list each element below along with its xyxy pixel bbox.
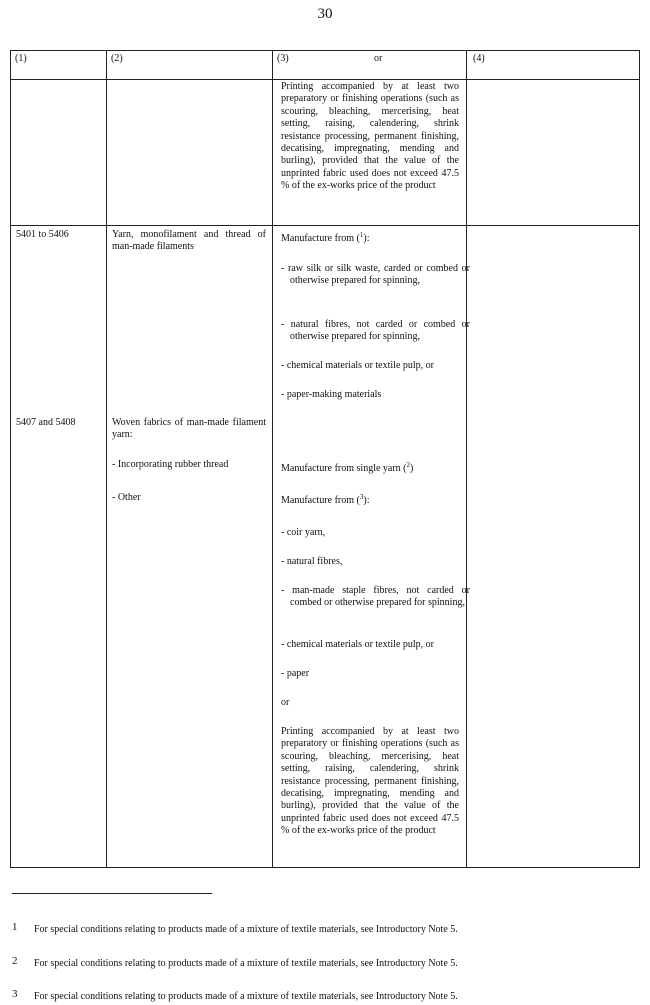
footnote-separator bbox=[12, 893, 212, 894]
footnote bbox=[12, 921, 458, 935]
list-item: - coir yarn, bbox=[281, 527, 326, 538]
list-item: - man-made staple fibres, not carded or combed or otherwise prepared for spinning, bbox=[281, 585, 470, 609]
heading-desc-5401: Yarn, monofilament and thread of man-made filaments bbox=[112, 229, 266, 253]
footnote-ref-2: 2 bbox=[406, 461, 411, 469]
manufacture-prefix: Manufacture from ( bbox=[281, 495, 360, 506]
footnote-number: 3 bbox=[12, 988, 18, 1000]
subheading-other: - Other bbox=[112, 492, 141, 503]
manufacture-suffix: ): bbox=[363, 233, 370, 244]
or-separator: or bbox=[281, 697, 290, 708]
footnote-number: 1 bbox=[12, 921, 18, 933]
heading-code-5401: 5401 to 5406 bbox=[16, 229, 69, 240]
footnote bbox=[12, 988, 458, 1002]
subheading-rubber-thread: - Incorporating rubber thread bbox=[112, 459, 229, 470]
page-number: 30 bbox=[317, 6, 333, 22]
heading-desc-5407: Woven fabrics of man-made filament yarn: bbox=[112, 417, 266, 441]
manufacture-from-1 bbox=[281, 233, 461, 245]
printing-rule-text: Printing accompanied by at least two preparatory or finishing operations (such as scouring, bleaching, mercerising, heat setting, raising, calendering, shrink resistance processing, permanent finishing, decatising, impregnating, mending and burling), provided that the value of the unprinted fabric used does not exceed 47.5 % of the ex-works price of the product bbox=[281, 81, 459, 192]
header-col4: (4) bbox=[473, 53, 485, 64]
heading-code-5407: 5407 and 5408 bbox=[16, 417, 76, 428]
rules-of-origin-table bbox=[10, 50, 640, 868]
footnote-ref-1: 1 bbox=[359, 231, 364, 239]
footnote-text: For special conditions relating to products made of a mixture of textile materials, see Introductory Note 5. bbox=[34, 924, 458, 935]
header-col3-or: or bbox=[374, 53, 383, 64]
manufacture-suffix: ): bbox=[363, 495, 370, 506]
list-item: - paper-making materials bbox=[281, 389, 382, 400]
footnote bbox=[12, 955, 458, 969]
column-divider bbox=[106, 51, 107, 867]
manufacture-suffix: ) bbox=[410, 463, 414, 474]
footnote-text: For special conditions relating to products made of a mixture of textile materials, see Introductory Note 5. bbox=[34, 991, 458, 1002]
manufacture-single-yarn bbox=[281, 463, 461, 475]
manufacture-from-3 bbox=[281, 495, 461, 507]
list-item: - chemical materials or textile pulp, or bbox=[281, 360, 434, 371]
list-item: - natural fibres, not carded or combed or otherwise prepared for spinning, bbox=[281, 319, 470, 343]
footnote-number: 2 bbox=[12, 955, 18, 967]
row-divider bbox=[11, 225, 639, 226]
list-item: - natural fibres, bbox=[281, 556, 343, 567]
footnote-text: For special conditions relating to products made of a mixture of textile materials, see Introductory Note 5. bbox=[34, 958, 458, 969]
header-divider bbox=[11, 79, 639, 80]
header-col2: (2) bbox=[111, 53, 123, 64]
list-item: - paper bbox=[281, 668, 310, 679]
list-item: - raw silk or silk waste, carded or combed or otherwise prepared for spinning, bbox=[281, 263, 470, 287]
printing-rule-text: Printing accompanied by at least two preparatory or finishing operations (such as scouring, bleaching, mercerising, heat setting, raising, calendering, shrink resistance processing, permanent finishing, decatising, impregnating, mending and burling), provided that the value of the unprinted fabric used does not exceed 47.5 % of the ex-works price of the product bbox=[281, 726, 459, 837]
header-col3: (3) bbox=[277, 53, 289, 64]
list-item: - chemical materials or textile pulp, or bbox=[281, 639, 434, 650]
manufacture-prefix: Manufacture from single yarn ( bbox=[281, 463, 407, 474]
footnote-ref-3: 3 bbox=[359, 493, 364, 501]
header-col1: (1) bbox=[15, 53, 27, 64]
manufacture-prefix: Manufacture from ( bbox=[281, 233, 360, 244]
column-divider bbox=[466, 51, 467, 867]
column-divider bbox=[272, 51, 273, 867]
